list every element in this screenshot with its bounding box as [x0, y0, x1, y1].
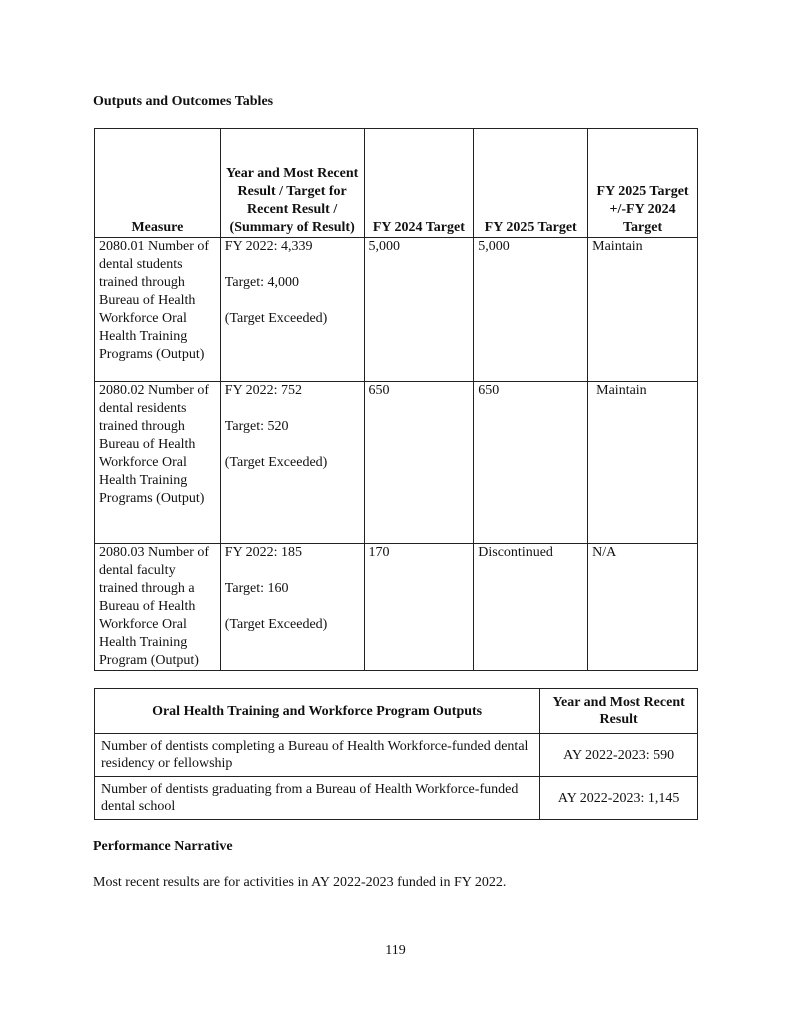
table-row: [95, 734, 698, 777]
fy2024-target-cell: 5,000: [364, 238, 474, 382]
fy2024-target-cell: 650: [364, 382, 474, 544]
header-program-outputs: Oral Health Training and Workforce Program Outputs: [95, 689, 540, 734]
result-value: FY 2022: 185: [224, 545, 303, 560]
result-cell: [220, 544, 364, 671]
table-row: [95, 544, 698, 671]
measure-cell: 2080.03 Number of dental faculty trained through a Bureau of Health Workforce Oral Health Training Program (Output): [95, 544, 221, 671]
target-value: Target: 160: [224, 581, 289, 596]
result-cell: [220, 382, 364, 544]
target-value: Target: 4,000: [224, 275, 299, 290]
program-outputs-table: [94, 688, 698, 820]
measure-cell: 2080.01 Number of dental students trained through Bureau of Health Workforce Oral Health Training Programs (Output): [95, 238, 221, 382]
result-cell: AY 2022-2023: 1,145: [540, 777, 698, 820]
header-recent-result: Year and Most Recent Result / Target for Recent Result / (Summary of Result): [220, 129, 364, 238]
table-header-row: [95, 129, 698, 238]
header-recent-result: Year and Most Recent Result: [540, 689, 698, 734]
table-row: [95, 238, 698, 382]
fy2025-target-cell: 650: [474, 382, 588, 544]
target-change-cell: N/A: [588, 544, 698, 671]
table-header-row: [95, 689, 698, 734]
target-change-cell: Maintain: [588, 238, 698, 382]
header-fy2025-target: FY 2025 Target: [474, 129, 588, 238]
result-summary: (Target Exceeded): [224, 311, 328, 326]
table-row: [95, 382, 698, 544]
header-fy2024-target: FY 2024 Target: [364, 129, 474, 238]
target-value: Target: 520: [224, 419, 289, 434]
result-cell: [220, 238, 364, 382]
result-value: FY 2022: 752: [224, 383, 303, 398]
header-measure: Measure: [95, 129, 221, 238]
result-summary: (Target Exceeded): [224, 617, 328, 632]
narrative-text: Most recent results are for activities in AY 2022-2023 funded in FY 2022.: [93, 875, 507, 890]
fy2025-target-cell: Discontinued: [474, 544, 588, 671]
narrative-title: Performance Narrative: [93, 839, 233, 854]
section-title: Outputs and Outcomes Tables: [93, 94, 274, 109]
outputs-outcomes-table: [94, 128, 698, 671]
fy2025-target-cell: 5,000: [474, 238, 588, 382]
measure-cell: 2080.02 Number of dental residents trained through Bureau of Health Workforce Oral Health Training Programs (Output): [95, 382, 221, 544]
result-value: FY 2022: 4,339: [224, 239, 313, 254]
table-row: [95, 777, 698, 820]
result-cell: AY 2022-2023: 590: [540, 734, 698, 777]
fy2024-target-cell: 170: [364, 544, 474, 671]
header-target-change: FY 2025 Target +/-FY 2024 Target: [588, 129, 698, 238]
result-summary: (Target Exceeded): [224, 455, 328, 470]
output-cell: Number of dentists completing a Bureau of Health Workforce-funded dental residency or fellowship: [95, 734, 540, 777]
page-number: 119: [385, 943, 406, 958]
output-cell: Number of dentists graduating from a Bureau of Health Workforce-funded dental school: [95, 777, 540, 820]
target-change-cell: Maintain: [588, 382, 698, 544]
